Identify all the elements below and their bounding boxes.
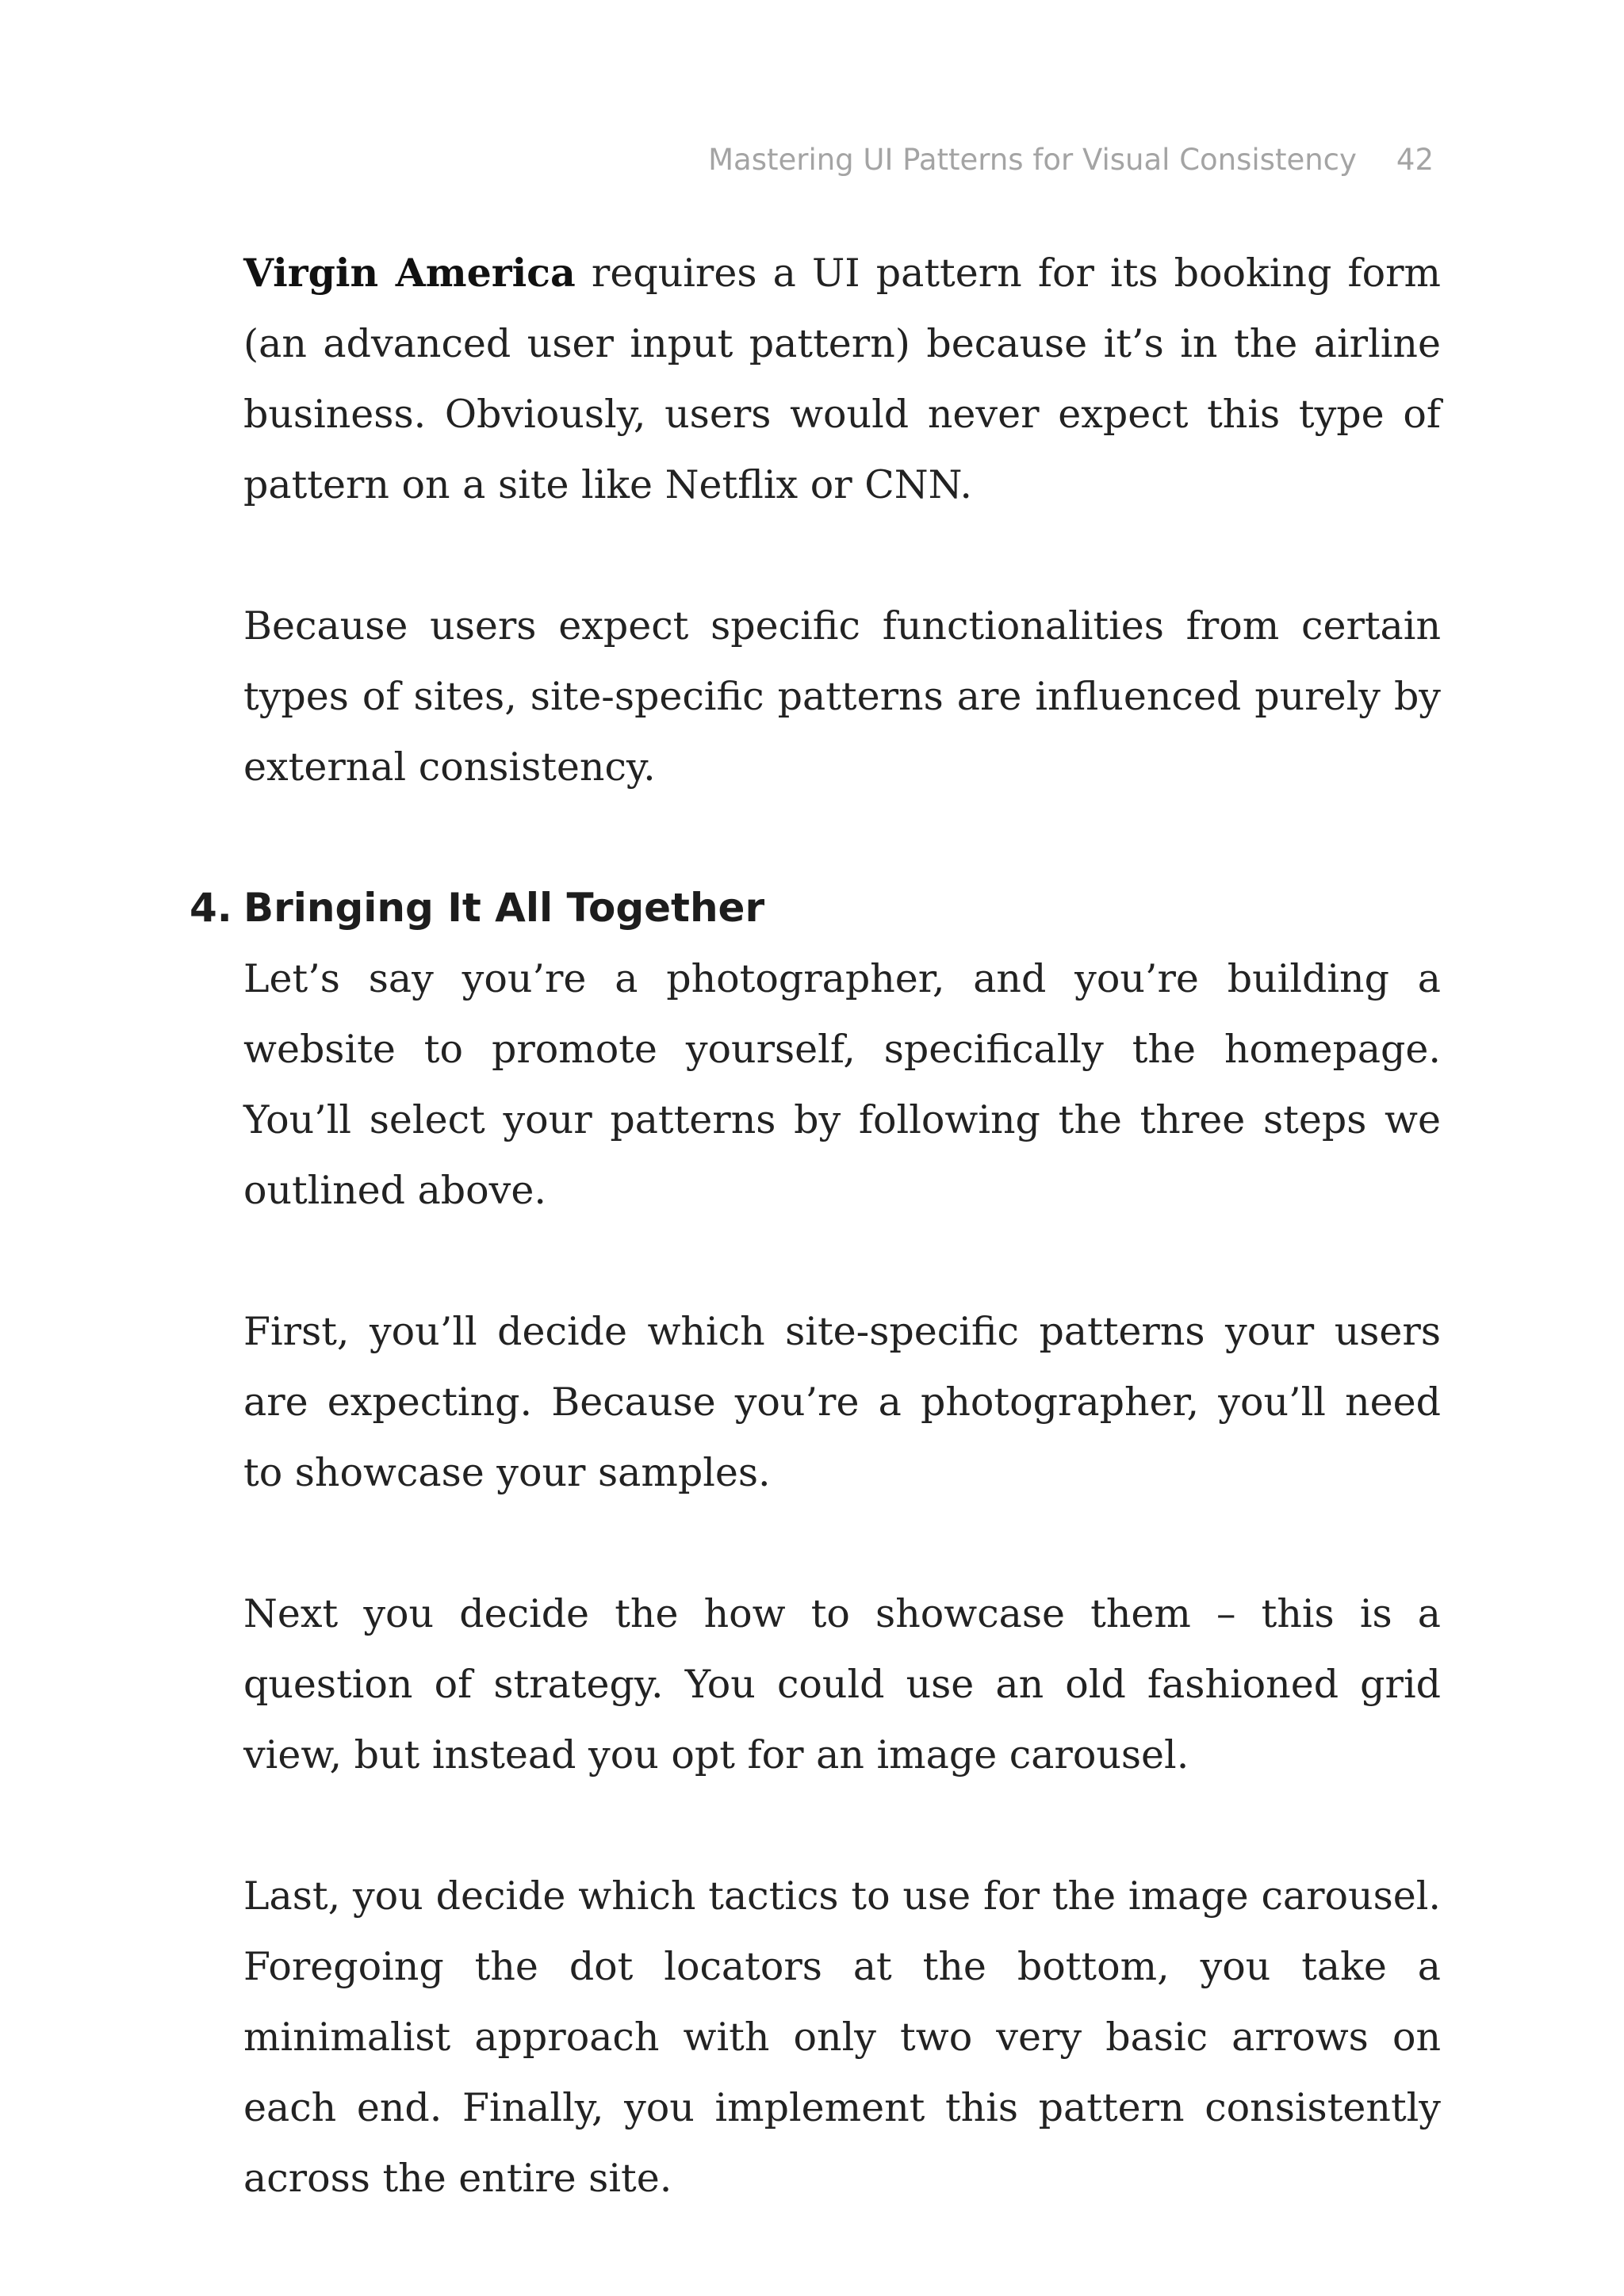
section-number: 4. bbox=[190, 885, 232, 931]
book-title: Mastering UI Patterns for Visual Consistency bbox=[708, 143, 1357, 177]
running-header bbox=[708, 143, 1434, 177]
paragraph-site-specific: Because users expect specific functionalities from certain types of sites, site-specific patterns are influenced purely by external consistency. bbox=[243, 603, 1441, 790]
company-name: Virgin America bbox=[243, 250, 576, 296]
paragraph-virgin-america bbox=[243, 238, 1441, 520]
page-body bbox=[190, 238, 1441, 2214]
section-heading bbox=[190, 873, 1441, 943]
section-bringing-together bbox=[190, 873, 1441, 2214]
section-paragraph-3: Next you decide the how to showcase them – this is a question of strategy. You could use an old fashioned grid view, but instead you opt for an image carousel. bbox=[243, 1591, 1441, 1777]
section-paragraph-2: First, you’ll decide which site-specific patterns your users are expecting. Because you’re a photographer, you’ll need to showcase your samples. bbox=[243, 1309, 1441, 1495]
section-paragraph-4: Last, you decide which tactics to use for the image carousel. Foregoing the dot locators at the bottom, you take a minimalist approach with only two very basic arrows on each end. Finally, you implement this pattern consistently across the entire site. bbox=[243, 1873, 1441, 2201]
section-paragraph-1: Let’s say you’re a photographer, and you’re building a website to promote yourself, specifically the homepage. You’ll select your patterns by following the three steps we outlined above. bbox=[243, 956, 1441, 1213]
paragraph-text: requires a UI pattern for its booking form (an advanced user input pattern) because it’s in the airline business. Obviously, users would never expect this type of pattern on a site like Netflix or CNN. bbox=[243, 251, 1441, 507]
page-number: 42 bbox=[1396, 143, 1434, 177]
section-title: Bringing It All Together bbox=[243, 885, 765, 931]
